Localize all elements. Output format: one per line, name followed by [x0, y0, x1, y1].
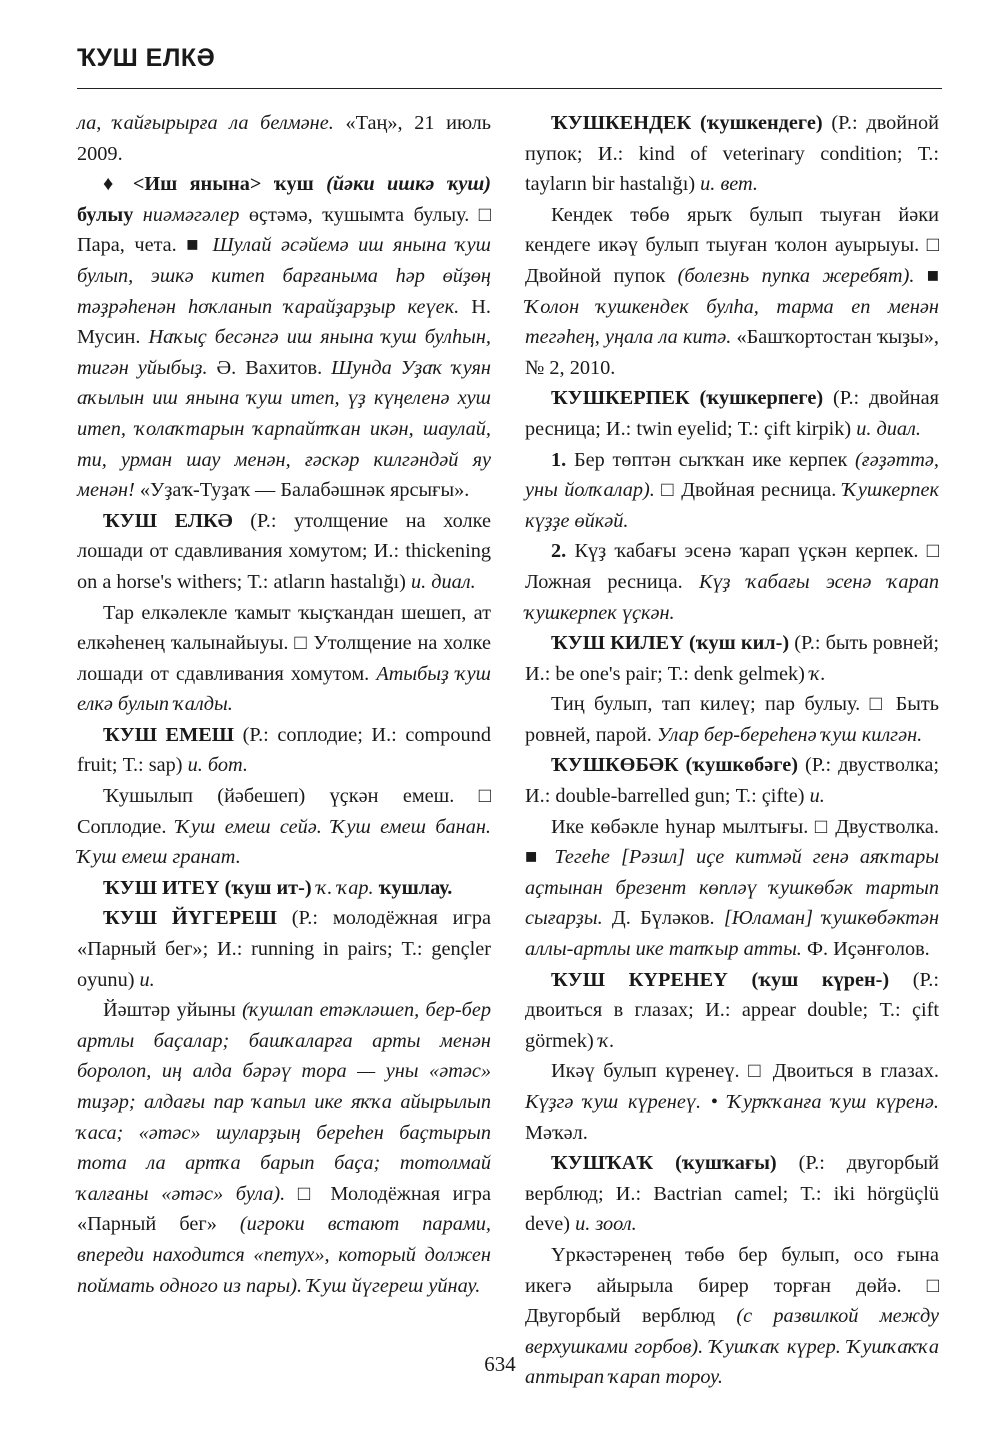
- entry-continuation: ла, ҡайғырырға ла белмәне. «Таң», 21 июль 2009.: [77, 112, 492, 165]
- entry-definition: Ҡушылып (йәбешеп) үҫкән емеш. □ Соплодие. Ҡуш емеш сейә. Ҡуш емеш банан. Ҡуш емеш гранат.: [77, 785, 491, 869]
- entry-kush-emesh: ҠУШ ЕМЕШ (Р.: соплодие; И.: compound fruit; Т.: sap) и. бот.: [77, 723, 491, 777]
- entry-kush-kileu: ҠУШ КИЛЕҮ (ҡуш кил-) (Р.: быть ровней; И.: be one's pair; Т.: denk gelmek) ҡ.: [525, 632, 939, 685]
- idiom-subentry: ♦ <Иш янына> ҡуш (йәки ишкә ҡуш) булыу ниәмәгәлер өҫтәмә, ҡушымта булыу. □ Пара, чета. ■ Шулай әсәйемә иш янына ҡуш булып, эшкә китеп барғаныма һәр өйҙөң тәҙрәһенән һоҡланып ҡарайҙарҙыр кеүек. Н. Мусин. Наҡыҫ бесәнгә иш янына ҡуш булһын, тигән уйыбыҙ. Ә. Вахитов. Шунда Уҙаҡ ҡуян аҡылын иш янына ҡуш итеп, үҙ күңеленә хуш итеп, ҡолаҡтарын ҡарпайтҡан икән, шаулай, ти, урман шау менән, ғәскәр килгәндәй яу менән! «Уҙаҡ-Туҙаҡ — Балабәшнәк ярсығы».: [77, 173, 492, 502]
- entry-kush-kureneu: ҠУШ КҮРЕНЕҮ (ҡуш күрен-) (Р.: двоиться в глазах; И.: appear double; Т.: çift görmek) ҡ.: [525, 968, 939, 1052]
- running-head: ҠУШ ЕЛКӘ: [77, 44, 216, 72]
- entry-definition: Йәштәр уйыны (ҡушлап етәкләшеп, бер-бер артлы баҫалар; башҡаларға арты менән боролоп, иң алда бәрәү тора — уны «әтәс» тиҙәр; алдағы пар ҡапыл ике яҡҡа айырылып ҡаса; «әтәс» шуларҙың береһен баҫтырып тота ла артҡа барып баҫа; тотолмай ҡалғаны «әтәс» була). □ Молодёжная игра «Парный бег» (игроки встают парами, впереди находится «петух», который должен поймать одного из пары). Ҡуш йүгереш уйнау.: [77, 999, 492, 1297]
- headword: ҠУШ ИТЕҮ: [103, 876, 220, 899]
- headword: ҠУШ КҮРЕНЕҮ: [551, 968, 728, 991]
- page-number: 634: [484, 1352, 516, 1376]
- entry-kush-yugeresh: ҠУШ ЙҮГЕРЕШ (Р.: молодёжная игра «Парный бег»; И.: running in pairs; Т.: gençler oyunu) и.: [77, 907, 491, 991]
- entry-definition: Үркәстәренең төбө бер булып, осо ғына икегә айырыла бирер торған дөйә. □ Двугорбый верблюд (с развилкой между верхушками горбов). Ҡушҡаҡ күрер. Ҡушҡаҡҡа аптырап ҡарап тороу.: [525, 1243, 939, 1389]
- sense-1: 1. Бер төптән сыҡҡан ике керпек (ғәҙәттә, уны йолҡалар). □ Двойная ресница. Ҡушкерпек күҙҙе өйкәй.: [525, 448, 939, 532]
- headword: ҠУШҠАҠ: [551, 1152, 654, 1175]
- left-column: [77, 108, 491, 1301]
- entry-kushkerpek: ҠУШКЕРПЕК (ҡушкерпеге) (Р.: двойная ресница; И.: twin eyelid; Т.: çift kirpik) и. диал.: [525, 387, 939, 440]
- entry-definition: Кендек төбө ярыҡ булып тыуған йәки кендеге икәү булып тыуған ҡолон ауырыуы. □ Двойной пупок (болезнь пупка жеребят). ■ Ҡолон ҡушкендек булһа, тарма еп менән тегәһең, уңала ла китә. «Башҡортостан ҡыҙы», № 2, 2010.: [525, 203, 939, 379]
- entry-kushkendek: ҠУШКЕНДЕК (ҡушкендеге) (Р.: двойной пупок; И.: kind of veterinary condition; Т.: tayların bir hastalığı) и. вет.: [525, 112, 939, 196]
- entry-definition: Тар елкәлекле ҡамыт ҡыҫҡандан шешеп, ат елкәһенең ҡалынайыуы. □ Утолщение на холке лошади от сдавливания хомутом. Атыбыҙ ҡуш елкә булып ҡалды.: [77, 601, 491, 716]
- header-rule: [77, 88, 942, 89]
- headword: ҠУШКЕРПЕК: [551, 387, 690, 410]
- headword: ҠУШКӨБӘК: [551, 754, 679, 777]
- headword: ҠУШКЕНДЕК: [551, 112, 692, 134]
- entry-kush-elke: ҠУШ ЕЛКӘ (Р.: утолщение на холке лошади от сдавливания хомутом; И.: thickening on a horse's withers; Т.: atların hastalığı) и. диал.: [77, 509, 492, 593]
- entry-definition: Тиң булып, тап килеү; пар булыу. □ Быть ровней, парой. Улар бер-береһенә ҡуш килгән.: [525, 693, 939, 746]
- headword: ҠУШ ЙҮГЕРЕШ: [103, 907, 277, 930]
- entry-kushkobek: ҠУШКӨБӘК (ҡушкөбәге) (Р.: двустволка; И.: double-barrelled gun; Т.: çifte) и.: [525, 754, 939, 808]
- headword: ҠУШ ЕЛКӘ: [103, 509, 233, 532]
- entry-definition: Икәү булып күренеү. □ Двоиться в глазах. Күҙгә ҡуш күренеү. • Ҡурҡҡанға ҡуш күренә. Мәҡәл.: [525, 1060, 939, 1144]
- entry-kushkak: ҠУШҠАҠ (ҡушҡағы) (Р.: двугорбый верблюд; И.: Bactrian camel; Т.: iki hörgüçlü deve) и. зоол.: [525, 1152, 939, 1236]
- entry-definition: Ике көбәкле һунар мылтығы. □ Двустволка. ■ Тегеһе [Рәзил] иҫе китмәй генә аяҡтары аҫтынан брезент көпләү ҡушкөбәк тартып сығарҙы. Д. Бүләков. [Юламан] ҡушкөбәктән аллы-артлы ике тапҡыр атты. Ф. Иҫәнғолов.: [525, 815, 940, 961]
- sense-2: 2. Күҙ ҡабағы эсенә ҡарап үҫкән керпек. □ Ложная ресница. Күҙ ҡабағы эсенә ҡарап ҡушкерпек үҫкән.: [525, 540, 939, 624]
- right-column: [525, 108, 939, 1393]
- entry-kush-iteu: ҠУШ ИТЕҮ (ҡуш ит-) ҡ. ҡар. ҡушлау.: [103, 876, 453, 899]
- headword: ҠУШ ЕМЕШ: [103, 723, 235, 746]
- headword: ҠУШ КИЛЕҮ: [551, 632, 684, 655]
